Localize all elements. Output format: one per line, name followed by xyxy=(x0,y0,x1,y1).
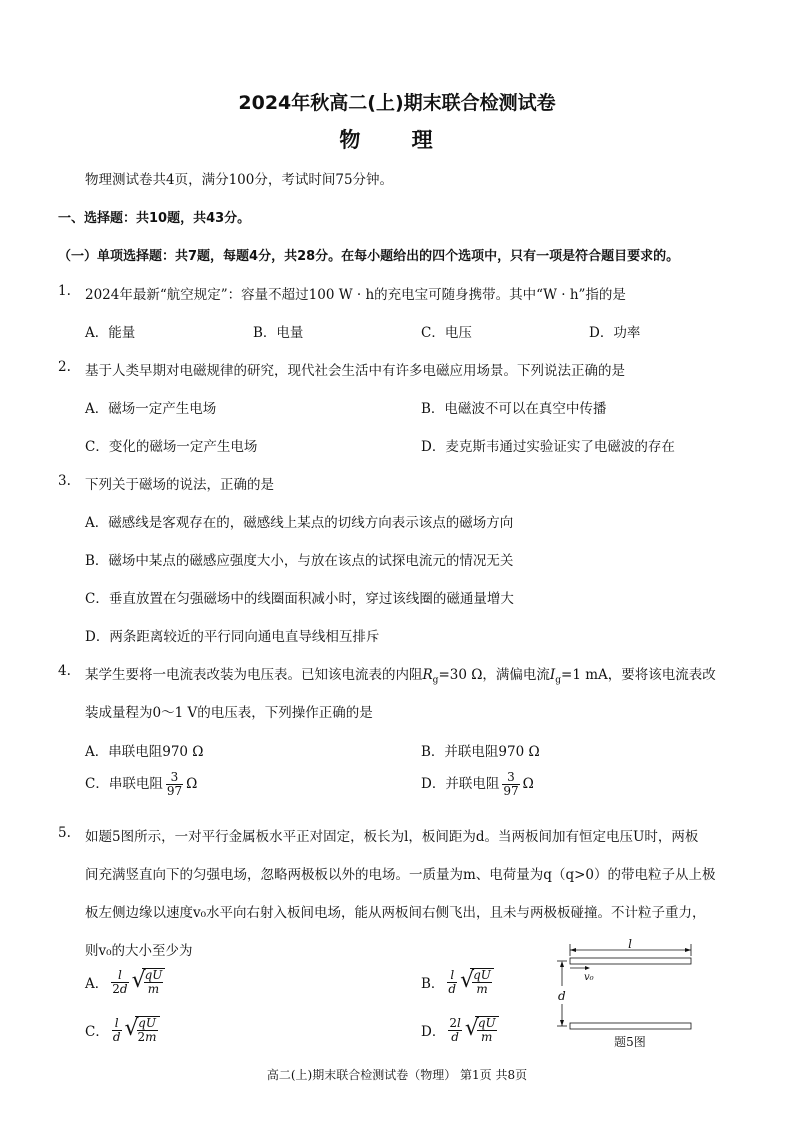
option-a[interactable]: A．串联电阻970 Ω xyxy=(85,744,204,760)
option-a[interactable] xyxy=(85,968,165,996)
upper-plate xyxy=(570,958,691,964)
gap-arrow-top xyxy=(560,961,564,967)
question-number: 4. xyxy=(58,663,71,679)
page-footer: 高二(上)期末联合检测试卷（物理） 第1页 共8页 xyxy=(266,1068,528,1082)
fraction-numerator: 3 xyxy=(166,771,183,785)
figure-caption: 题5图 xyxy=(614,1035,646,1049)
question-text: 某学生要将一电流表改装为电压表。已知该电流表的内阻$R_g=30$ Ω，满偏电流$I_g=1$ mA，要将该电流表改 xyxy=(85,667,716,686)
option-c[interactable] xyxy=(85,771,197,798)
question-number: 1. xyxy=(58,283,71,299)
option-b[interactable]: B．电量 xyxy=(253,325,304,341)
fraction: $\frac{l}{d}$ xyxy=(448,967,457,996)
fraction xyxy=(166,771,183,798)
option-a[interactable]: A．能量 xyxy=(85,325,136,341)
fraction: $\frac{2l}{d}$ xyxy=(449,1015,461,1044)
question-text-continued: 板左侧边缘以速度v₀水平向右射入板间电场，能从两板间右侧飞出，且未与两极板碰撞。不计粒子重力， xyxy=(85,905,706,921)
option-d[interactable] xyxy=(421,771,534,798)
option-a[interactable]: A．磁场一定产生电场 xyxy=(85,401,217,417)
length-arrow-right xyxy=(685,948,691,952)
fraction-numerator: 3 xyxy=(502,771,519,785)
option-c[interactable]: C．变化的磁场一定产生电场 xyxy=(85,439,258,455)
square-root: √ $\frac{qU}{m}$ xyxy=(460,968,494,996)
subsection-heading: （一）单项选择题：共7题，每题4分，共28分。在每小题给出的四个选项中，只有一项是符合题目要求的。 xyxy=(58,249,680,264)
question-number: 2. xyxy=(58,359,71,375)
question-text: 基于人类早期对电磁规律的研究，现代社会生活中有许多电磁应用场景。下列说法正确的是 xyxy=(85,363,625,379)
option-a-label: A． xyxy=(85,976,109,992)
option-c-label: C． xyxy=(85,1024,109,1040)
fraction-denominator: 97 xyxy=(166,784,183,798)
question-text: 下列关于磁场的说法，正确的是 xyxy=(85,477,274,493)
option-c-label: C．串联电阻 xyxy=(85,776,163,792)
option-b[interactable] xyxy=(421,968,494,996)
fraction xyxy=(502,771,519,798)
question-text: 如题5图所示，一对平行金属板水平正对固定，板长为l，板间距为d。当两板间加有恒定电压U时，两板 xyxy=(85,829,699,845)
lower-plate xyxy=(570,1023,691,1029)
question-text: 2024年最新“航空规定”：容量不超过100 W · h的充电宝可随身携带。其中“W · h”指的是 xyxy=(85,287,626,303)
section-heading: 一、选择题：共10题，共43分。 xyxy=(58,211,251,226)
fraction: $\frac{l}{d}$ xyxy=(112,1015,121,1044)
velocity-label: v₀ xyxy=(584,972,594,983)
exam-title: 2024年秋高二(上)期末联合检测试卷 xyxy=(238,92,556,114)
option-b[interactable]: B．电磁波不可以在真空中传播 xyxy=(421,401,607,417)
option-b[interactable]: B．并联电阻970 Ω xyxy=(421,744,540,760)
option-d[interactable]: D．麦克斯韦通过实验证实了电磁波的存在 xyxy=(421,439,675,455)
fraction-denominator: 97 xyxy=(503,784,519,798)
option-d[interactable] xyxy=(421,1016,499,1044)
question-text-continued: 装成量程为0～1 V的电压表，下列操作正确的是 xyxy=(85,705,373,721)
length-arrow-left xyxy=(570,948,576,952)
option-c[interactable] xyxy=(85,1016,160,1044)
square-root: √ $\frac{qU}{m}$ xyxy=(132,968,166,996)
question-number: 5. xyxy=(58,825,71,841)
option-a[interactable]: A．磁感线是客观存在的，磁感线上某点的切线方向表示该点的磁场方向 xyxy=(85,515,514,531)
velocity-arrowhead xyxy=(585,966,590,970)
unit: Ω xyxy=(522,776,534,792)
option-b[interactable]: B．磁场中某点的磁感应强度大小，与放在该点的试探电流元的情况无关 xyxy=(85,553,514,569)
square-root: √ $\frac{qU}{2m}$ xyxy=(125,1016,160,1044)
fraction: $\frac{l}{2d}$ xyxy=(112,967,128,996)
question-text-part: =1 mA，要将该电流表改 xyxy=(561,667,716,683)
capacitor-figure xyxy=(548,938,708,1050)
option-d-label: D． xyxy=(421,1024,446,1040)
option-b-label: B． xyxy=(421,976,445,992)
exam-intro: 物理测试卷共4页，满分100分，考试时间75分钟。 xyxy=(85,172,394,188)
square-root: √ $\frac{qU}{m}$ xyxy=(465,1016,499,1044)
exam-subject: 物 理 xyxy=(339,128,455,152)
question-number: 3. xyxy=(58,473,71,489)
gap-arrow-bottom xyxy=(560,1020,564,1026)
option-d[interactable]: D．功率 xyxy=(589,325,641,341)
question-text-continued: 间充满竖直向下的匀强电场，忽略两极板以外的电场。一质量为m、电荷量为q（q>0）的带电粒子从上极 xyxy=(85,867,716,883)
option-d-label: D．并联电阻 xyxy=(421,776,500,792)
option-c[interactable]: C．垂直放置在匀强磁场中的线圈面积减小时，穿过该线圈的磁通量增大 xyxy=(85,591,514,607)
unit: Ω xyxy=(186,776,198,792)
question-text-part: 某学生要将一电流表改装为电压表。已知该电流表的内阻 xyxy=(85,667,423,683)
question-text-continued: 则v₀的大小至少为 xyxy=(85,943,193,959)
option-c[interactable]: C．电压 xyxy=(421,325,472,341)
length-label: l xyxy=(628,938,632,951)
gap-label: d xyxy=(558,989,566,1003)
option-d[interactable]: D．两条距离较近的平行同向通电直导线相互排斥 xyxy=(85,629,380,645)
question-text-part: =30 Ω，满偏电流 xyxy=(438,667,550,683)
